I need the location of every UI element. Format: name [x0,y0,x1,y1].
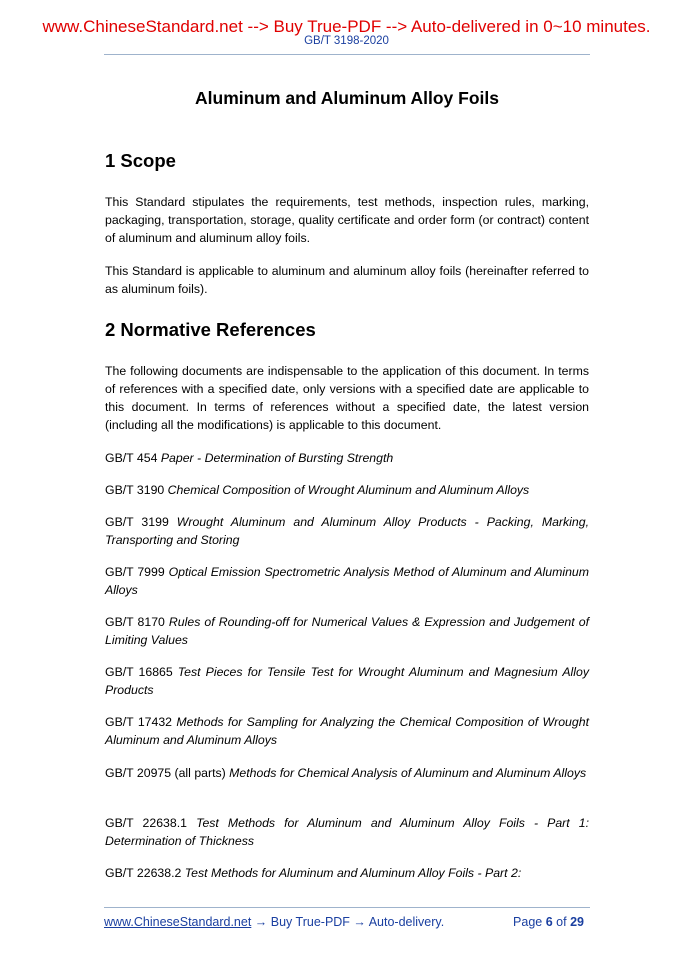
section-heading-scope: 1 Scope [105,150,176,171]
reference-code: GB/T 7999 [105,565,165,579]
reference-title: Rules of Rounding-off for Numerical Values & Expression and Judgement of Limiting Values [105,615,589,647]
references-intro-paragraph: The following documents are indispensable to the application of this document. In terms of references with a specified date, only versions with a specified date are applicable to this document. In terms of references without a specified date, the latest version (including all the modifications) is applicable to this document. [105,364,589,432]
reference-title: Test Methods for Aluminum and Aluminum Alloy Foils - Part 1: Determination of Thickness [105,816,589,848]
reference-item [105,764,589,782]
scope-paragraph-2: This Standard is applicable to aluminum and aluminum alloy foils (hereinafter referred to as aluminum foils). [105,264,589,296]
reference-item [105,713,589,749]
section-heading-normative-references: 2 Normative References [105,319,316,340]
page-number [513,914,584,930]
page-label: Page [513,915,543,929]
reference-item [105,481,589,499]
reference-code: GB/T 3199 [105,515,169,529]
header-divider [104,54,590,55]
reference-code: GB/T 3190 [105,483,165,497]
reference-code: GB/T 20975 (all parts) [105,766,226,780]
reference-code: GB/T 22638.2 [105,866,182,880]
document-title: Aluminum and Aluminum Alloy Foils [195,88,499,108]
reference-title: Optical Emission Spectrometric Analysis Method of Aluminum and Aluminum Alloys [105,565,590,597]
footer-site-link[interactable]: www.ChineseStandard.net [104,915,252,929]
reference-item [105,613,589,649]
reference-title: Chemical Composition of Wrought Aluminum and Aluminum Alloys [167,483,530,497]
reference-title: Test Pieces for Tensile Test for Wrought Aluminum and Magnesium Alloy Products [105,665,589,697]
reference-item [105,814,589,850]
reference-title: Wrought Aluminum and Aluminum Alloy Products - Packing, Marking, Transporting and Storing [105,515,589,547]
page-current: 6 [545,915,553,929]
reference-code: GB/T 22638.1 [105,816,187,830]
reference-code: GB/T 16865 [105,665,173,679]
reference-item [105,864,589,882]
reference-code: GB/T 17432 [105,715,173,729]
reference-code: GB/T 8170 [105,615,165,629]
reference-item [105,449,589,467]
scope-paragraph-1: This Standard stipulates the requirements, test methods, inspection rules, marking, packaging, transportation, storage, quality certificate and order form (or contract) content of aluminum and aluminum alloy foils. [105,195,589,245]
promo-banner[interactable]: www.ChineseStandard.net --> Buy True-PDF --> Auto-delivered in 0~10 minutes. [42,17,651,36]
reference-item [105,663,589,699]
page-footer [104,914,590,930]
reference-title: Paper - Determination of Bursting Strength [160,451,394,465]
page-total: 29 [570,915,584,929]
reference-title: Methods for Sampling for Analyzing the Chemical Composition of Wrought Aluminum and Aluminum Alloys [105,715,589,747]
reference-code: GB/T 454 [105,451,158,465]
reference-title: Methods for Chemical Analysis of Aluminum and Aluminum Alloys [229,766,587,780]
footer-delivery-text: → Buy True-PDF → Auto-delivery. [251,915,445,929]
reference-title: Test Methods for Aluminum and Aluminum Alloy Foils - Part 2: [184,866,522,880]
page-of-label: of [556,915,567,929]
standard-code: GB/T 3198-2020 [304,35,389,47]
footer-divider [104,907,590,908]
reference-item [105,513,589,549]
reference-item [105,563,589,599]
